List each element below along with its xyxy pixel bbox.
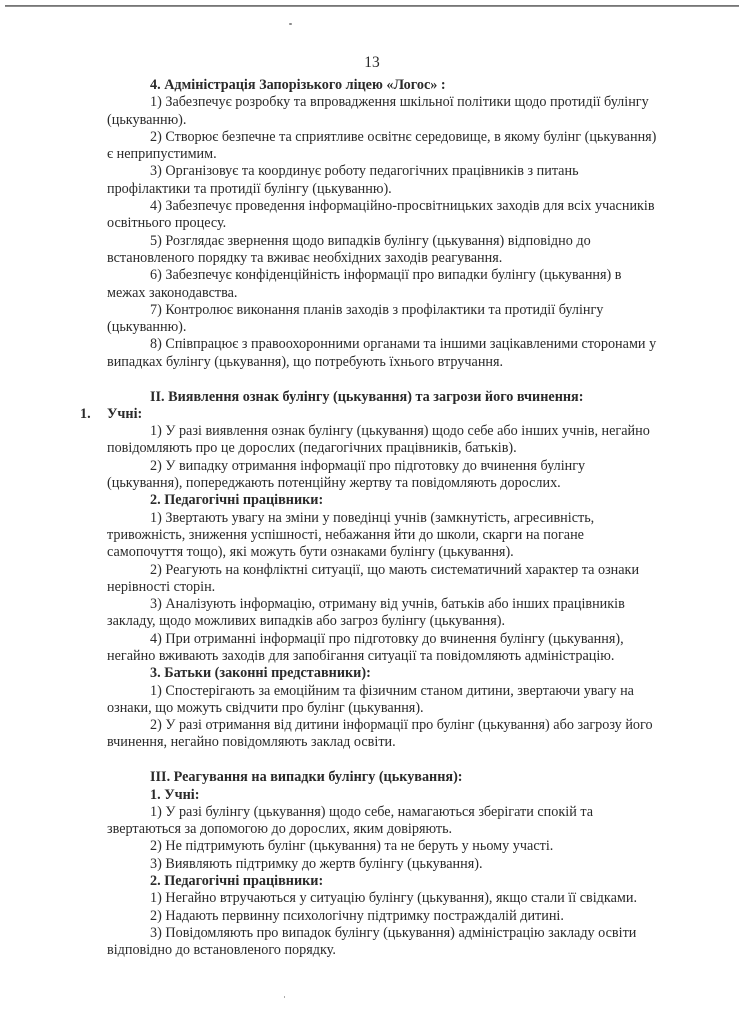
list-item-line: вчинення, негайно повідомляють заклад освіти.	[107, 734, 396, 751]
list-item-first-line: 2) Реагують на конфліктні ситуації, що мають систематичний характер та ознаки	[150, 561, 640, 578]
subsection-heading: 3. Батьки (законні представники):	[150, 665, 371, 682]
list-item-first-line: 1) У разі виявлення ознак булінгу (цькування) щодо себе або інших учнів, негайно	[150, 423, 650, 440]
list-item-first-line: 3) Організовує та координує роботу педагогічних працівників з питань	[150, 163, 579, 180]
list-item-first-line: 2) У разі отримання від дитини інформації про булінг (цькування) або загрозу його	[150, 717, 653, 734]
list-item	[107, 804, 707, 839]
list-item-first-line: 4) Забезпечує проведення інформаційно-просвітницьких заходів для всіх учасників	[150, 198, 655, 215]
list-item-line: повідомляють про це дорослих (педагогічних працівників, батьків).	[107, 440, 517, 457]
list-item-line: випадках булінгу (цькування), що потребують їхнього втручання.	[107, 353, 504, 370]
list-item	[107, 233, 707, 268]
list-item	[107, 890, 707, 907]
list-item	[107, 510, 707, 562]
section-heading: 4. Адміністрація Запорізького ліцею «Логос» :	[150, 77, 446, 93]
list-item-first-line: 2) Створює безпечне та сприятливе освітнє середовище, в якому булінг (цькування)	[150, 128, 657, 145]
item-list	[107, 510, 707, 666]
list-item-line: освітнього процесу.	[107, 215, 227, 232]
list-item-first-line: 5) Розглядає звернення щодо випадків булінгу (цькування) відповідно до	[150, 232, 591, 249]
list-item	[107, 302, 707, 337]
list-item-first-line: 1) Звертають увагу на зміни у поведінці учнів (замкнутість, агресивність,	[150, 509, 595, 526]
list-item-first-line: 1) У разі булінгу (цькування) щодо себе, намагаються зберігати спокій та	[150, 803, 594, 820]
list-item-first-line: 6) Забезпечує конфіденційність інформації про випадки булінгу (цькування) в	[150, 267, 622, 284]
document-body	[80, 77, 707, 960]
list-item-first-line: 8) Співпрацює з правоохоронними органами та іншими зацікавленими сторонами у	[150, 336, 657, 353]
list-item-first-line: 1) Спостерігають за емоційним та фізичним станом дитини, звертаючи увагу на	[150, 682, 634, 699]
list-item-line: звертаються за допомогою до дорослих, яким довіряють.	[107, 821, 453, 838]
subsection-heading: 1. Учні:	[150, 786, 200, 803]
list-item-first-line: 2) Не підтримують булінг (цькування) та не беруть у ньому участі.	[150, 838, 554, 855]
list-item	[107, 423, 707, 458]
list-item-line: (цькування), попереджають потенційну жертву та повідомляють дорослих.	[107, 475, 561, 492]
list-item	[107, 198, 707, 233]
list-item	[107, 458, 707, 493]
list-item	[107, 129, 707, 164]
scan-speck	[289, 23, 292, 25]
list-item-first-line: 4) При отриманні інформації про підготовку до вчинення булінгу (цькування),	[150, 630, 624, 647]
list-item-line: (цькуванню).	[107, 111, 187, 128]
subsection-heading	[80, 406, 680, 423]
list-item-first-line: 2) Надають первинну психологічну підтримку постраждалій дитині.	[150, 907, 564, 924]
list-item-first-line: 3) Аналізують інформацію, отриману від учнів, батьків або інших працівників	[150, 596, 625, 613]
list-item	[107, 596, 707, 631]
item-list	[107, 423, 707, 492]
page-number: 13	[364, 54, 380, 71]
subsection-title: Учні:	[107, 405, 143, 422]
list-item-first-line: 1) Забезпечує розробку та впровадження шкільної політики щодо протидії булінгу	[150, 94, 649, 111]
list-item	[107, 838, 707, 855]
list-item-line: тривожність, зниження успішності, небажання йти до школи, скарги на погане	[107, 526, 584, 543]
list-item	[107, 94, 707, 129]
list-item-line: профілактики та протидії булінгу (цькуванню).	[107, 180, 392, 197]
list-item-line: нерівності сторін.	[107, 578, 216, 595]
list-item-first-line: 7) Контролює виконання планів заходів з профілактики та протидії булінгу	[150, 301, 604, 318]
list-item-first-line: 1) Негайно втручаються у ситуацію булінгу (цькування), якщо стали її свідками.	[150, 890, 637, 907]
item-list	[107, 683, 707, 752]
list-item-line: самопочуття тощо), які можуть бути ознаками булінгу (цькування).	[107, 544, 514, 561]
list-item-line: встановленого порядку та вживає необхідних заходів реагування.	[107, 249, 503, 266]
item-list	[107, 94, 707, 371]
list-item	[107, 267, 707, 302]
list-item-line: ознаки, що можуть свідчити про булінг (цькування).	[107, 699, 424, 716]
section-heading: ІІ. Виявлення ознак булінгу (цькування) та загрози його вчинення:	[150, 388, 584, 405]
item-list	[107, 890, 707, 959]
list-item-line: межах законодавства.	[107, 284, 238, 301]
list-item	[107, 562, 707, 597]
subsection-heading: 2. Педагогічні працівники:	[150, 873, 324, 890]
list-item-line: відповідно до встановленого порядку.	[107, 942, 336, 959]
list-item-first-line: 2) У випадку отримання інформації про підготовку до вчинення булінгу	[150, 457, 586, 474]
scan-border-line	[5, 5, 739, 7]
list-item	[107, 908, 707, 925]
list-number: 1.	[80, 405, 91, 422]
list-item-line: (цькуванню).	[107, 319, 187, 336]
list-item-line: негайно вживають заходів для запобігання ситуації та повідомляють адміністрацію.	[107, 648, 615, 664]
list-item	[107, 856, 707, 873]
list-item	[107, 717, 707, 752]
scan-speck	[284, 996, 285, 998]
list-item	[107, 683, 707, 718]
subsection-heading: 2. Педагогічні працівники:	[150, 492, 324, 509]
list-item	[107, 925, 707, 960]
item-list	[107, 804, 707, 873]
section-heading: ІІІ. Реагування на випадки булінгу (цькування):	[150, 769, 463, 786]
list-item	[107, 163, 707, 198]
list-item-line: є неприпустимим.	[107, 146, 217, 163]
list-item	[107, 336, 707, 371]
list-item-first-line: 3) Виявляють підтримку до жертв булінгу (цькування).	[150, 855, 483, 872]
list-item-line: закладу, щодо можливих випадків або загроз булінгу (цькування).	[107, 613, 506, 630]
list-item	[107, 631, 707, 666]
list-item-first-line: 3) Повідомляють про випадок булінгу (цькування) адміністрацію закладу освіти	[150, 924, 637, 941]
